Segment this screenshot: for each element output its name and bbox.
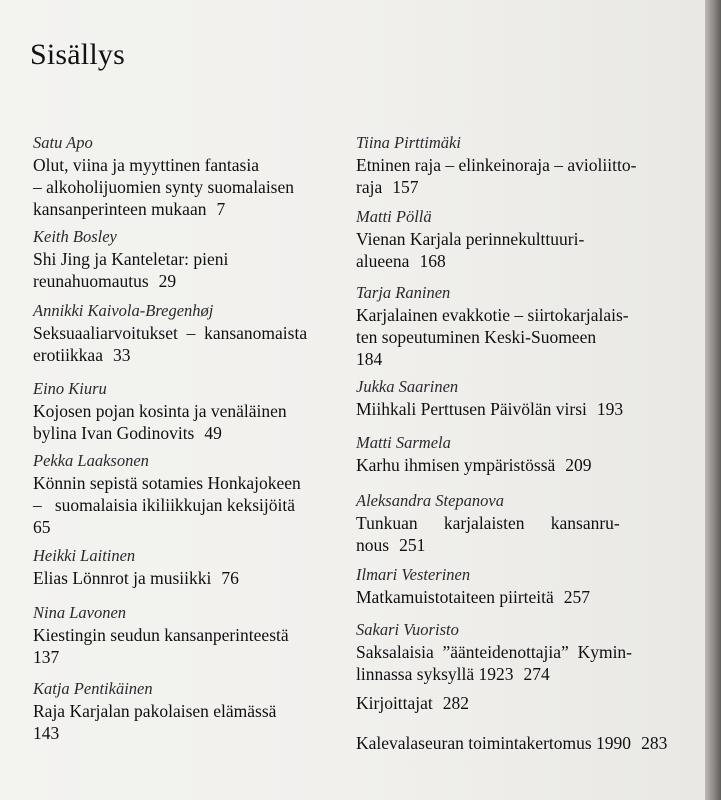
toc-title	[356, 176, 636, 198]
toc-title-line: raja	[356, 177, 383, 197]
toc-entry[interactable]	[356, 282, 629, 370]
toc-entry[interactable]	[33, 378, 287, 444]
toc-author: Heikki Laitinen	[33, 546, 136, 565]
toc-page-number: 65	[33, 517, 51, 537]
toc-author: Katja Pentikäinen	[33, 679, 153, 698]
toc-page-number: 251	[399, 535, 426, 555]
toc-author: Jukka Saarinen	[356, 377, 459, 396]
toc-title-line: Kalevalaseuran toimintakertomus 1990	[356, 733, 632, 753]
toc-title-line: ten sopeutuminen Keski-Suomeen	[356, 327, 597, 347]
toc-author: Tiina Pirttimäki	[356, 133, 461, 152]
toc-entry[interactable]	[356, 490, 620, 556]
toc-title-line: alueena	[356, 251, 410, 271]
toc-title	[33, 198, 294, 220]
toc-title	[33, 646, 289, 668]
toc-title	[33, 344, 307, 366]
toc-entry[interactable]	[356, 564, 590, 608]
toc-title-line: Shi Jing ja Kanteletar: pieni	[33, 249, 229, 269]
toc-author: Satu Apo	[33, 133, 93, 152]
toc-title-line: Etninen raja – elinkeinoraja – avioliitto-	[356, 155, 637, 175]
toc-title-line: – alkoholijuomien synty suomalaisen	[33, 177, 295, 197]
toc-title-line: Raja Karjalan pakolaisen elämässä	[33, 701, 277, 721]
toc-title	[33, 567, 239, 589]
toc-title	[33, 154, 294, 176]
toc-entry[interactable]	[356, 732, 667, 754]
toc-page-number: 184	[356, 349, 383, 369]
toc-title	[356, 732, 667, 754]
toc-title-line: linnassa syksyllä 1923	[356, 664, 514, 684]
toc-page-number: 193	[596, 399, 624, 419]
toc-title	[356, 398, 623, 420]
toc-title	[33, 176, 294, 198]
toc-title	[356, 228, 584, 250]
toc-author: Matti Sarmela	[356, 433, 451, 452]
toc-title	[33, 400, 287, 422]
toc-page-number: 29	[158, 271, 177, 291]
toc-entry[interactable]	[356, 619, 632, 685]
toc-title	[33, 248, 228, 270]
toc-title	[356, 586, 590, 608]
toc-title	[356, 663, 632, 685]
toc-author: Sakari Vuoristo	[356, 620, 459, 639]
toc-entry[interactable]	[356, 132, 636, 198]
toc-page-number: 282	[442, 693, 470, 713]
toc-title-line: Tunkuan karjalaisten kansanru-	[356, 513, 620, 533]
toc-title	[356, 154, 636, 176]
toc-title	[33, 422, 287, 444]
toc-title-line: Karjalainen evakkotie – siirtokarjalais-	[356, 305, 629, 325]
toc-page-number: 283	[641, 733, 668, 753]
toc-entry[interactable]	[356, 376, 623, 420]
toc-entry[interactable]	[33, 602, 289, 668]
toc-title-line: erotiikkaa	[33, 345, 103, 365]
toc-title-line: Kojosen pojan kosinta ja venäläinen	[33, 401, 287, 421]
toc-page-number: 257	[563, 587, 591, 607]
toc-title	[33, 624, 289, 646]
toc-title	[356, 534, 620, 556]
toc-page-number: 33	[112, 345, 131, 365]
toc-page-number: 49	[204, 423, 222, 443]
toc-page-number: 157	[392, 177, 419, 197]
toc-title-line: – suomalaisia ikiliikkujan keksijöitä	[33, 495, 295, 515]
toc-entry[interactable]	[356, 692, 469, 714]
toc-entry[interactable]	[33, 545, 239, 589]
toc-entry[interactable]	[33, 450, 301, 538]
toc-author: Tarja Raninen	[356, 283, 451, 302]
toc-title	[356, 454, 592, 476]
toc-entry[interactable]	[356, 432, 592, 476]
toc-author: Matti Pöllä	[356, 207, 432, 226]
toc-page-number: 209	[565, 455, 592, 475]
toc-page-number: 274	[523, 664, 550, 684]
toc-title	[33, 270, 228, 292]
toc-entry[interactable]	[33, 226, 228, 292]
toc-page-number: 76	[221, 568, 239, 588]
toc-title	[33, 722, 276, 744]
toc-author: Annikki Kaivola-Bregenhøj	[33, 301, 214, 320]
toc-page-number: 7	[216, 199, 226, 219]
toc-title	[356, 326, 629, 348]
toc-title-line: reunahuomautus	[33, 271, 149, 291]
toc-author: Nina Lavonen	[33, 603, 127, 622]
toc-entry[interactable]	[356, 206, 584, 272]
toc-title	[33, 700, 276, 722]
toc-title	[356, 692, 469, 714]
toc-title-line: Kiestingin seudun kansanperinteestä	[33, 625, 289, 645]
toc-title	[33, 472, 301, 494]
toc-title-line: Miihkali Perttusen Päivölän virsi	[356, 399, 587, 419]
toc-author: Eino Kiuru	[33, 379, 107, 398]
toc-author: Pekka Laaksonen	[33, 451, 149, 470]
toc-author: Keith Bosley	[33, 227, 117, 246]
page-title: Sisällys	[30, 38, 125, 71]
toc-title-line: bylina Ivan Godinovits	[33, 423, 195, 443]
toc-title-line: Elias Lönnrot ja musiikki	[33, 568, 212, 588]
toc-author: Ilmari Vesterinen	[356, 565, 471, 584]
toc-page-number: 137	[33, 647, 60, 667]
toc-title-line: Karhu ihmisen ympäristössä	[356, 455, 556, 475]
toc-title	[33, 494, 301, 516]
toc-title	[356, 348, 629, 370]
toc-title	[356, 641, 632, 663]
page-edge	[705, 0, 721, 800]
toc-title-line: Olut, viina ja myyttinen fantasia	[33, 155, 259, 175]
toc-title	[33, 516, 301, 538]
toc-title-line: Kirjoittajat	[356, 693, 433, 713]
toc-title	[33, 322, 307, 344]
toc-title-line: nous	[356, 535, 390, 555]
toc-title-line: kansanperinteen mukaan	[33, 199, 207, 219]
toc-entry[interactable]	[33, 300, 307, 366]
toc-entry[interactable]	[33, 678, 276, 744]
toc-title-line: Könnin sepistä sotamies Honkajokeen	[33, 473, 301, 493]
toc-title	[356, 250, 584, 272]
toc-title-line: Vienan Karjala perinnekulttuuri-	[356, 229, 585, 249]
toc-title	[356, 304, 629, 326]
toc-title-line: Matkamuistotaiteen piirteitä	[356, 587, 554, 607]
toc-title-line: Saksalaisia ”äänteidenottajia” Kymin-	[356, 642, 633, 662]
toc-title	[356, 512, 620, 534]
toc-author: Aleksandra Stepanova	[356, 491, 505, 510]
toc-page-number: 168	[419, 251, 446, 271]
toc-page-number: 143	[33, 723, 60, 743]
toc-title-line: Seksuaaliarvoitukset – kansanomaista	[33, 323, 308, 343]
toc-entry[interactable]	[33, 132, 294, 220]
